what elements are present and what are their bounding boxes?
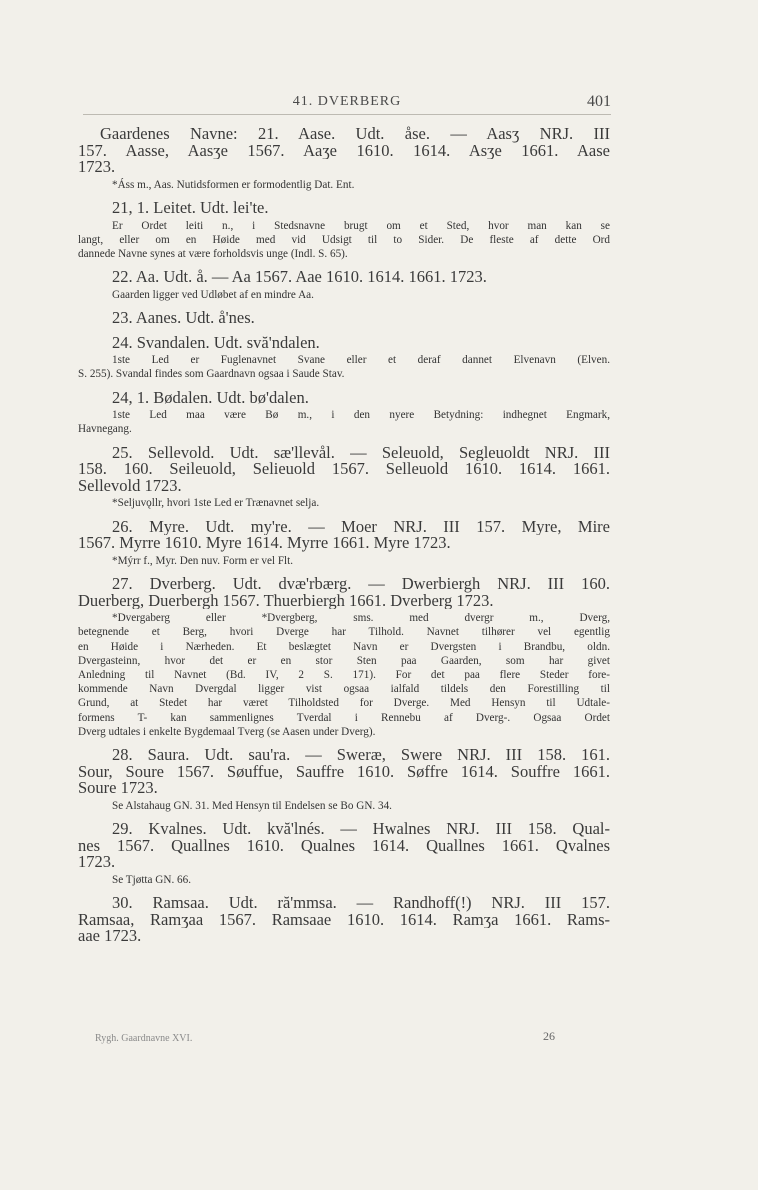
- note-22: [78, 288, 610, 302]
- entry-line: Sellevold 1723.: [78, 477, 182, 495]
- note-line: Anledning til Navnet (Bd. IV, 2 S. 171). For det paa flere Steder fore-: [78, 668, 610, 681]
- page-number: 401: [587, 93, 611, 110]
- entry-line: 22. Aa. Udt. å. — Aa 1567. Aae 1610. 1614. 1661. 1723.: [112, 269, 487, 286]
- note-line: Se Alstahaug GN. 31. Med Hensyn til Endelsen se Bo GN. 34.: [112, 799, 392, 812]
- entry-line: 25. Sellevold. Udt. sæ'llevål. — Seleuold, Segleuoldt NRJ. III: [112, 444, 610, 462]
- entry-21-1: [78, 200, 610, 217]
- entry-line: nes 1567. Quallnes 1610. Qualnes 1614. Quallnes 1661. Qvalnes: [78, 837, 610, 855]
- entry-line: 29. Kvalnes. Udt. kvă'lnés. — Hwalnes NRJ. III 158. Qual-: [112, 820, 610, 838]
- note-line: 1ste Led maa være Bø m., i den nyere Betydning: indhegnet Engmark,: [112, 409, 610, 422]
- entry-line: 157. Aasse, Aasʒe 1567. Aaʒe 1610. 1614. Asʒe 1661. Aase: [78, 142, 610, 160]
- note-21-1: [78, 219, 610, 262]
- note-line: Se Tjøtta GN. 66.: [112, 873, 192, 886]
- note-line: formens T- kan sammenlignes Tverdal i Rennebu af Dverg-. Ogsaa Ordet: [78, 711, 610, 724]
- printer-signature: Rygh. Gaardnavne XVI.: [95, 1033, 193, 1044]
- sheet-number: 26: [543, 1029, 555, 1043]
- note-24-1: [78, 408, 610, 436]
- note-line: *Dvergaberg eller *Dvergberg, sms. med dvergr m., Dverg,: [112, 612, 610, 625]
- note-line: 1ste Led er Fuglenavnet Svane eller et deraf dannet Elvenavn (Elven.: [112, 354, 610, 367]
- entry-line: 1567. Myrre 1610. Myre 1614. Myrre 1661. Myre 1723.: [78, 535, 451, 552]
- entry-line: Duerberg, Duerbergh 1567. Thuerbiergh 1661. Dverberg 1723.: [78, 592, 494, 610]
- entry-line: 21, 1. Leitet. Udt. lei'te.: [112, 199, 269, 217]
- note-line: kommende Navn Dvergdal ligger vist ogsaa ialfald tildels den Forestilling til: [78, 683, 610, 696]
- entry-29: [78, 821, 610, 871]
- note-line: en Høide i Nærheden. Et beslægtet Navn er Dvergsten i Brandbu, oldn.: [78, 640, 610, 653]
- entry-line: 27. Dverberg. Udt. dvæ'rbærg. — Dwerbiergh NRJ. III 160.: [112, 575, 610, 593]
- header-rule: [83, 114, 611, 115]
- entry-23: [78, 310, 610, 327]
- note-28: [78, 799, 610, 813]
- entry-28: [78, 747, 610, 797]
- entry-26: [78, 519, 610, 552]
- note-25: [78, 496, 610, 510]
- page-footer: [95, 1029, 555, 1049]
- entry-22: [78, 269, 610, 286]
- entry-line: 24. Svandalen. Udt. svă'ndalen.: [112, 334, 320, 352]
- entries-body: [78, 126, 610, 945]
- note-line: Grund, at Stedet har været Tilholdsted for Dverge. Med Hensyn til Udtale-: [78, 697, 610, 710]
- entry-line: 23. Aanes. Udt. å'nes.: [112, 309, 255, 327]
- note-21: [78, 178, 610, 192]
- entry-24: [78, 335, 610, 352]
- page-header: [83, 94, 611, 112]
- entry-line: 24, 1. Bødalen. Udt. bø'dalen.: [112, 389, 309, 407]
- note-line: dannede Navne synes at være forholdsvis unge (Indl. S. 65).: [78, 247, 348, 260]
- note-26: [78, 554, 610, 568]
- entry-line: 26. Myre. Udt. my're. — Moer NRJ. III 157. Myre, Mire: [112, 518, 610, 536]
- entry-27: [78, 576, 610, 609]
- entry-line: 1723.: [78, 159, 116, 176]
- note-line: Er Ordet leiti n., i Stedsnavne brugt om et Sted, hvor man kan se: [112, 219, 610, 232]
- entry-line: 1723.: [78, 854, 116, 871]
- note-24: [78, 353, 610, 381]
- running-title: 41. DVERBERG: [292, 94, 402, 109]
- entry-line: 28. Saura. Udt. sau'ra. — Sweræ, Swere NRJ. III 158. 161.: [112, 746, 610, 764]
- note-line: S. 255). Svandal findes som Gaardnavn ogsaa i Saude Stav.: [78, 368, 345, 381]
- note-27: [78, 611, 610, 739]
- note-line: Gaarden ligger ved Udløbet af en mindre Aa.: [112, 288, 314, 301]
- note-line: *Seljuvǫllr, hvori 1ste Led er Trænavnet selja.: [112, 497, 320, 510]
- note-line: Havnegang.: [78, 423, 132, 436]
- entry-line: Ramsaa, Ramʒaa 1567. Ramsaae 1610. 1614. Ramʒa 1661. Rams-: [78, 911, 610, 929]
- entry-25: [78, 445, 610, 495]
- entry-24-1: [78, 390, 610, 407]
- note-29: [78, 873, 610, 887]
- entry-line: Sour, Soure 1567. Søuffue, Sauffre 1610. Søffre 1614. Souffre 1661.: [78, 763, 610, 781]
- entry-line: Gaardenes Navne: 21. Aase. Udt. åse. — Aasʒ NRJ. III: [100, 126, 610, 143]
- entry-line: aae 1723.: [78, 928, 142, 945]
- note-line: *Áss m., Aas. Nutidsformen er formodentlig Dat. Ent.: [112, 178, 355, 191]
- note-line: langt, eller om en Høide med vid Udsigt til to Sider. De fleste af dette Ord: [78, 233, 610, 246]
- note-line: betegnende et Berg, hvori Dverge har Tilhold. Navnet tilhører vel egentlig: [78, 626, 610, 639]
- entry-line: 30. Ramsaa. Udt. ră'mmsa. — Randhoff(!) NRJ. III 157.: [112, 894, 610, 912]
- note-line: Dverg udtales i enkelte Bygdemaal Tverg (se Aasen under Dverg).: [78, 725, 376, 738]
- entry-30: [78, 895, 610, 945]
- note-line: Dvergasteinn, hvor det er en stor Sten paa Gaarden, som har givet: [78, 654, 610, 667]
- entry-line: Soure 1723.: [78, 780, 158, 797]
- entry-21: [78, 126, 610, 176]
- note-line: *Mýrr f., Myr. Den nuv. Form er vel Flt.: [112, 554, 294, 567]
- entry-line: 158. 160. Seileuold, Selieuold 1567. Selleuold 1610. 1614. 1661.: [78, 461, 610, 478]
